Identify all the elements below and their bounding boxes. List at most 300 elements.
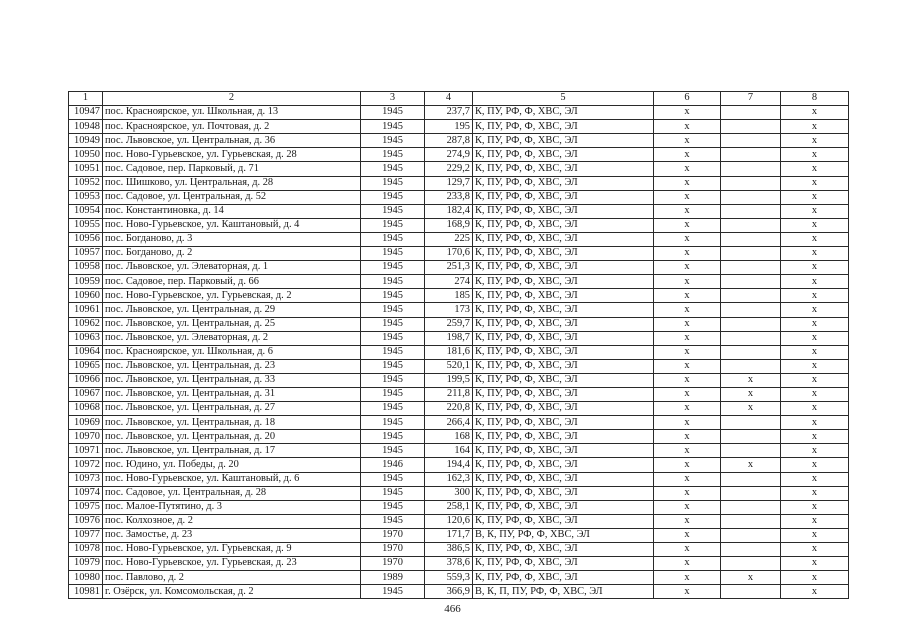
mark-col7: х: [721, 387, 781, 401]
mark-col7: х: [721, 458, 781, 472]
mark-col8: х: [781, 387, 849, 401]
mark-col6: х: [654, 218, 721, 232]
year-cell: 1945: [361, 317, 425, 331]
registry-table: [68, 91, 849, 599]
mark-col6: х: [654, 543, 721, 557]
mark-col8: х: [781, 345, 849, 359]
row-number: 10971: [69, 444, 103, 458]
table-row: [69, 247, 849, 261]
year-cell: 1945: [361, 387, 425, 401]
mark-col6: х: [654, 430, 721, 444]
utilities-cell: К, ПУ, РФ, Ф, ХВС, ЭЛ: [473, 148, 654, 162]
table-row: [69, 218, 849, 232]
mark-col6: х: [654, 486, 721, 500]
mark-col7: [721, 176, 781, 190]
address-cell: пос. Красноярское, ул. Почтовая, д. 2: [103, 120, 361, 134]
row-number: 10955: [69, 218, 103, 232]
year-cell: 1945: [361, 359, 425, 373]
area-cell: 120,6: [425, 514, 473, 528]
address-cell: пос. Львовское, ул. Центральная, д. 31: [103, 387, 361, 401]
mark-col6: х: [654, 303, 721, 317]
mark-col8: х: [781, 416, 849, 430]
utilities-cell: К, ПУ, РФ, Ф, ХВС, ЭЛ: [473, 218, 654, 232]
mark-col6: х: [654, 571, 721, 585]
year-cell: 1945: [361, 275, 425, 289]
table-row: [69, 500, 849, 514]
area-cell: 225: [425, 232, 473, 246]
row-number: 10965: [69, 359, 103, 373]
mark-col8: х: [781, 430, 849, 444]
table-row: [69, 317, 849, 331]
area-cell: 559,3: [425, 571, 473, 585]
mark-col8: х: [781, 571, 849, 585]
column-header-3: 3: [361, 92, 425, 106]
mark-col7: [721, 261, 781, 275]
utilities-cell: К, ПУ, РФ, Ф, ХВС, ЭЛ: [473, 190, 654, 204]
row-number: 10956: [69, 232, 103, 246]
address-cell: пос. Садовое, пер. Парковый, д. 66: [103, 275, 361, 289]
address-cell: пос. Львовское, ул. Элеваторная, д. 2: [103, 331, 361, 345]
address-cell: пос. Богданово, д. 3: [103, 232, 361, 246]
area-cell: 274: [425, 275, 473, 289]
table-row: [69, 204, 849, 218]
mark-col6: х: [654, 585, 721, 599]
mark-col7: [721, 204, 781, 218]
area-cell: 198,7: [425, 331, 473, 345]
area-cell: 181,6: [425, 345, 473, 359]
mark-col7: [721, 106, 781, 120]
year-cell: 1945: [361, 500, 425, 514]
row-number: 10958: [69, 261, 103, 275]
utilities-cell: К, ПУ, РФ, Ф, ХВС, ЭЛ: [473, 486, 654, 500]
column-header-2: 2: [103, 92, 361, 106]
year-cell: 1945: [361, 232, 425, 246]
year-cell: 1945: [361, 472, 425, 486]
mark-col7: [721, 162, 781, 176]
utilities-cell: К, ПУ, РФ, Ф, ХВС, ЭЛ: [473, 106, 654, 120]
row-number: 10968: [69, 402, 103, 416]
year-cell: 1945: [361, 444, 425, 458]
mark-col8: х: [781, 528, 849, 542]
mark-col7: [721, 289, 781, 303]
address-cell: пос. Красноярское, ул. Школьная, д. 13: [103, 106, 361, 120]
mark-col6: х: [654, 359, 721, 373]
utilities-cell: К, ПУ, РФ, Ф, ХВС, ЭЛ: [473, 317, 654, 331]
column-header-4: 4: [425, 92, 473, 106]
utilities-cell: К, ПУ, РФ, Ф, ХВС, ЭЛ: [473, 373, 654, 387]
page-number: 466: [444, 603, 461, 615]
area-cell: 366,9: [425, 585, 473, 599]
mark-col6: х: [654, 458, 721, 472]
address-cell: пос. Львовское, ул. Центральная, д. 36: [103, 134, 361, 148]
row-number: 10970: [69, 430, 103, 444]
mark-col8: х: [781, 120, 849, 134]
table-row: [69, 120, 849, 134]
table-row: [69, 162, 849, 176]
mark-col8: х: [781, 514, 849, 528]
utilities-cell: К, ПУ, РФ, Ф, ХВС, ЭЛ: [473, 387, 654, 401]
row-number: 10957: [69, 247, 103, 261]
row-number: 10962: [69, 317, 103, 331]
mark-col6: х: [654, 232, 721, 246]
area-cell: 194,4: [425, 458, 473, 472]
area-cell: 195: [425, 120, 473, 134]
table-row: [69, 303, 849, 317]
mark-col8: х: [781, 359, 849, 373]
mark-col7: [721, 275, 781, 289]
row-number: 10948: [69, 120, 103, 134]
area-cell: 287,8: [425, 134, 473, 148]
mark-col7: [721, 430, 781, 444]
year-cell: 1945: [361, 176, 425, 190]
row-number: 10959: [69, 275, 103, 289]
mark-col7: [721, 359, 781, 373]
mark-col6: х: [654, 106, 721, 120]
mark-col6: х: [654, 190, 721, 204]
table-row: [69, 430, 849, 444]
table-row: [69, 106, 849, 120]
area-cell: 199,5: [425, 373, 473, 387]
address-cell: пос. Львовское, ул. Центральная, д. 33: [103, 373, 361, 387]
row-number: 10978: [69, 543, 103, 557]
year-cell: 1945: [361, 430, 425, 444]
mark-col6: х: [654, 162, 721, 176]
row-number: 10951: [69, 162, 103, 176]
address-cell: пос. Львовское, ул. Центральная, д. 29: [103, 303, 361, 317]
utilities-cell: К, ПУ, РФ, Ф, ХВС, ЭЛ: [473, 162, 654, 176]
table-row: [69, 458, 849, 472]
mark-col7: [721, 317, 781, 331]
table-row: [69, 402, 849, 416]
utilities-cell: К, ПУ, РФ, Ф, ХВС, ЭЛ: [473, 204, 654, 218]
row-number: 10960: [69, 289, 103, 303]
area-cell: 185: [425, 289, 473, 303]
year-cell: 1945: [361, 514, 425, 528]
table-row: [69, 134, 849, 148]
mark-col6: х: [654, 557, 721, 571]
area-cell: 233,8: [425, 190, 473, 204]
address-cell: пос. Юдино, ул. Победы, д. 20: [103, 458, 361, 472]
table-row: [69, 148, 849, 162]
table-row: [69, 345, 849, 359]
mark-col8: х: [781, 557, 849, 571]
mark-col6: х: [654, 444, 721, 458]
year-cell: 1945: [361, 120, 425, 134]
table-row: [69, 514, 849, 528]
address-cell: пос. Ново-Гурьевское, ул. Каштановый, д. 4: [103, 218, 361, 232]
mark-col8: х: [781, 232, 849, 246]
mark-col6: х: [654, 176, 721, 190]
mark-col6: х: [654, 416, 721, 430]
mark-col7: [721, 331, 781, 345]
address-cell: пос. Малое-Путятино, д. 3: [103, 500, 361, 514]
year-cell: 1945: [361, 331, 425, 345]
mark-col6: х: [654, 317, 721, 331]
address-cell: пос. Ново-Гурьевское, ул. Гурьевская, д. 9: [103, 543, 361, 557]
mark-col6: х: [654, 500, 721, 514]
row-number: 10949: [69, 134, 103, 148]
address-cell: пос. Ново-Гурьевское, ул. Гурьевская, д. 2: [103, 289, 361, 303]
mark-col6: х: [654, 345, 721, 359]
row-number: 10954: [69, 204, 103, 218]
mark-col8: х: [781, 373, 849, 387]
table-row: [69, 275, 849, 289]
area-cell: 182,4: [425, 204, 473, 218]
year-cell: 1945: [361, 247, 425, 261]
address-cell: пос. Шишково, ул. Центральная, д. 28: [103, 176, 361, 190]
mark-col7: [721, 345, 781, 359]
mark-col7: [721, 120, 781, 134]
mark-col8: х: [781, 444, 849, 458]
mark-col6: х: [654, 148, 721, 162]
area-cell: 258,1: [425, 500, 473, 514]
address-cell: пос. Замостье, д. 23: [103, 528, 361, 542]
mark-col6: х: [654, 472, 721, 486]
utilities-cell: К, ПУ, РФ, Ф, ХВС, ЭЛ: [473, 514, 654, 528]
utilities-cell: В, К, ПУ, РФ, Ф, ХВС, ЭЛ: [473, 528, 654, 542]
utilities-cell: К, ПУ, РФ, Ф, ХВС, ЭЛ: [473, 120, 654, 134]
mark-col8: х: [781, 162, 849, 176]
mark-col7: [721, 148, 781, 162]
row-number: 10969: [69, 416, 103, 430]
column-header-1: 1: [69, 92, 103, 106]
mark-col7: [721, 416, 781, 430]
area-cell: 168,9: [425, 218, 473, 232]
area-cell: 259,7: [425, 317, 473, 331]
address-cell: пос. Садовое, пер. Парковый, д. 71: [103, 162, 361, 176]
utilities-cell: В, К, П, ПУ, РФ, Ф, ХВС, ЭЛ: [473, 585, 654, 599]
mark-col7: [721, 514, 781, 528]
table-row: [69, 416, 849, 430]
area-cell: 266,4: [425, 416, 473, 430]
mark-col7: [721, 218, 781, 232]
mark-col6: х: [654, 275, 721, 289]
mark-col7: [721, 134, 781, 148]
mark-col6: х: [654, 387, 721, 401]
address-cell: пос. Ново-Гурьевское, ул. Гурьевская, д. 23: [103, 557, 361, 571]
area-cell: 211,8: [425, 387, 473, 401]
row-number: 10977: [69, 528, 103, 542]
column-header-7: 7: [721, 92, 781, 106]
year-cell: 1945: [361, 134, 425, 148]
mark-col8: х: [781, 134, 849, 148]
utilities-cell: К, ПУ, РФ, Ф, ХВС, ЭЛ: [473, 500, 654, 514]
address-cell: пос. Ново-Гурьевское, ул. Гурьевская, д. 28: [103, 148, 361, 162]
mark-col6: х: [654, 289, 721, 303]
mark-col8: х: [781, 486, 849, 500]
table-row: [69, 585, 849, 599]
year-cell: 1970: [361, 528, 425, 542]
mark-col7: [721, 543, 781, 557]
year-cell: 1989: [361, 571, 425, 585]
mark-col8: х: [781, 289, 849, 303]
utilities-cell: К, ПУ, РФ, Ф, ХВС, ЭЛ: [473, 444, 654, 458]
mark-col8: х: [781, 585, 849, 599]
row-number: 10966: [69, 373, 103, 387]
mark-col8: х: [781, 472, 849, 486]
address-cell: пос. Садовое, ул. Центральная, д. 52: [103, 190, 361, 204]
row-number: 10976: [69, 514, 103, 528]
row-number: 10981: [69, 585, 103, 599]
mark-col8: х: [781, 247, 849, 261]
year-cell: 1945: [361, 486, 425, 500]
row-number: 10952: [69, 176, 103, 190]
area-cell: 170,6: [425, 247, 473, 261]
mark-col7: [721, 528, 781, 542]
address-cell: пос. Львовское, ул. Центральная, д. 20: [103, 430, 361, 444]
mark-col8: х: [781, 275, 849, 289]
table-row: [69, 571, 849, 585]
utilities-cell: К, ПУ, РФ, Ф, ХВС, ЭЛ: [473, 303, 654, 317]
utilities-cell: К, ПУ, РФ, Ф, ХВС, ЭЛ: [473, 134, 654, 148]
year-cell: 1945: [361, 289, 425, 303]
area-cell: 378,6: [425, 557, 473, 571]
area-cell: 171,7: [425, 528, 473, 542]
mark-col8: х: [781, 317, 849, 331]
table-row: [69, 331, 849, 345]
mark-col7: [721, 190, 781, 204]
area-cell: 129,7: [425, 176, 473, 190]
mark-col6: х: [654, 134, 721, 148]
address-cell: пос. Львовское, ул. Элеваторная, д. 1: [103, 261, 361, 275]
mark-col6: х: [654, 331, 721, 345]
mark-col8: х: [781, 458, 849, 472]
year-cell: 1945: [361, 190, 425, 204]
row-number: 10950: [69, 148, 103, 162]
utilities-cell: К, ПУ, РФ, Ф, ХВС, ЭЛ: [473, 458, 654, 472]
column-header-5: 5: [473, 92, 654, 106]
utilities-cell: К, ПУ, РФ, Ф, ХВС, ЭЛ: [473, 359, 654, 373]
mark-col8: х: [781, 303, 849, 317]
area-cell: 220,8: [425, 402, 473, 416]
address-cell: г. Озёрск, ул. Комсомольская, д. 2: [103, 585, 361, 599]
row-number: 10967: [69, 387, 103, 401]
mark-col7: х: [721, 373, 781, 387]
mark-col7: [721, 232, 781, 246]
utilities-cell: К, ПУ, РФ, Ф, ХВС, ЭЛ: [473, 557, 654, 571]
utilities-cell: К, ПУ, РФ, Ф, ХВС, ЭЛ: [473, 402, 654, 416]
utilities-cell: К, ПУ, РФ, Ф, ХВС, ЭЛ: [473, 176, 654, 190]
utilities-cell: К, ПУ, РФ, Ф, ХВС, ЭЛ: [473, 275, 654, 289]
year-cell: 1945: [361, 373, 425, 387]
area-cell: 168: [425, 430, 473, 444]
utilities-cell: К, ПУ, РФ, Ф, ХВС, ЭЛ: [473, 345, 654, 359]
address-cell: пос. Павлово, д. 2: [103, 571, 361, 585]
utilities-cell: К, ПУ, РФ, Ф, ХВС, ЭЛ: [473, 416, 654, 430]
area-cell: 520,1: [425, 359, 473, 373]
mark-col8: х: [781, 402, 849, 416]
row-number: 10973: [69, 472, 103, 486]
utilities-cell: К, ПУ, РФ, Ф, ХВС, ЭЛ: [473, 430, 654, 444]
area-cell: 162,3: [425, 472, 473, 486]
mark-col8: х: [781, 500, 849, 514]
mark-col8: х: [781, 218, 849, 232]
row-number: 10947: [69, 106, 103, 120]
year-cell: 1945: [361, 106, 425, 120]
mark-col8: х: [781, 190, 849, 204]
mark-col7: [721, 500, 781, 514]
mark-col8: х: [781, 543, 849, 557]
mark-col7: [721, 557, 781, 571]
table-row: [69, 444, 849, 458]
year-cell: 1945: [361, 345, 425, 359]
table-row: [69, 289, 849, 303]
table-row: [69, 373, 849, 387]
area-cell: 164: [425, 444, 473, 458]
mark-col7: [721, 444, 781, 458]
year-cell: 1970: [361, 557, 425, 571]
row-number: 10964: [69, 345, 103, 359]
mark-col7: [721, 303, 781, 317]
table-row: [69, 472, 849, 486]
table-row: [69, 261, 849, 275]
table-row: [69, 486, 849, 500]
table-row: [69, 190, 849, 204]
address-cell: пос. Богданово, д. 2: [103, 247, 361, 261]
utilities-cell: К, ПУ, РФ, Ф, ХВС, ЭЛ: [473, 331, 654, 345]
table-row: [69, 543, 849, 557]
mark-col8: х: [781, 106, 849, 120]
mark-col7: [721, 247, 781, 261]
address-cell: пос. Львовское, ул. Центральная, д. 18: [103, 416, 361, 430]
address-cell: пос. Колхозное, д. 2: [103, 514, 361, 528]
column-header-8: 8: [781, 92, 849, 106]
mark-col8: х: [781, 204, 849, 218]
mark-col7: х: [721, 402, 781, 416]
mark-col7: х: [721, 571, 781, 585]
row-number: 10961: [69, 303, 103, 317]
area-cell: 274,9: [425, 148, 473, 162]
year-cell: 1945: [361, 162, 425, 176]
area-cell: 300: [425, 486, 473, 500]
year-cell: 1945: [361, 261, 425, 275]
column-header-6: 6: [654, 92, 721, 106]
mark-col8: х: [781, 176, 849, 190]
table-row: [69, 359, 849, 373]
year-cell: 1945: [361, 204, 425, 218]
area-cell: 229,2: [425, 162, 473, 176]
address-cell: пос. Львовское, ул. Центральная, д. 27: [103, 402, 361, 416]
year-cell: 1945: [361, 416, 425, 430]
mark-col8: х: [781, 261, 849, 275]
address-cell: пос. Львовское, ул. Центральная, д. 17: [103, 444, 361, 458]
table-row: [69, 387, 849, 401]
address-cell: пос. Константиновка, д. 14: [103, 204, 361, 218]
mark-col7: [721, 585, 781, 599]
utilities-cell: К, ПУ, РФ, Ф, ХВС, ЭЛ: [473, 543, 654, 557]
mark-col8: х: [781, 331, 849, 345]
mark-col6: х: [654, 528, 721, 542]
mark-col6: х: [654, 514, 721, 528]
row-number: 10980: [69, 571, 103, 585]
year-cell: 1946: [361, 458, 425, 472]
table-row: [69, 176, 849, 190]
year-cell: 1945: [361, 585, 425, 599]
utilities-cell: К, ПУ, РФ, Ф, ХВС, ЭЛ: [473, 472, 654, 486]
table-row: [69, 232, 849, 246]
header-row: [69, 92, 849, 106]
row-number: 10979: [69, 557, 103, 571]
year-cell: 1970: [361, 543, 425, 557]
area-cell: 237,7: [425, 106, 473, 120]
utilities-cell: К, ПУ, РФ, Ф, ХВС, ЭЛ: [473, 289, 654, 303]
mark-col6: х: [654, 261, 721, 275]
table-row: [69, 528, 849, 542]
row-number: 10972: [69, 458, 103, 472]
utilities-cell: К, ПУ, РФ, Ф, ХВС, ЭЛ: [473, 232, 654, 246]
utilities-cell: К, ПУ, РФ, Ф, ХВС, ЭЛ: [473, 261, 654, 275]
mark-col7: [721, 486, 781, 500]
